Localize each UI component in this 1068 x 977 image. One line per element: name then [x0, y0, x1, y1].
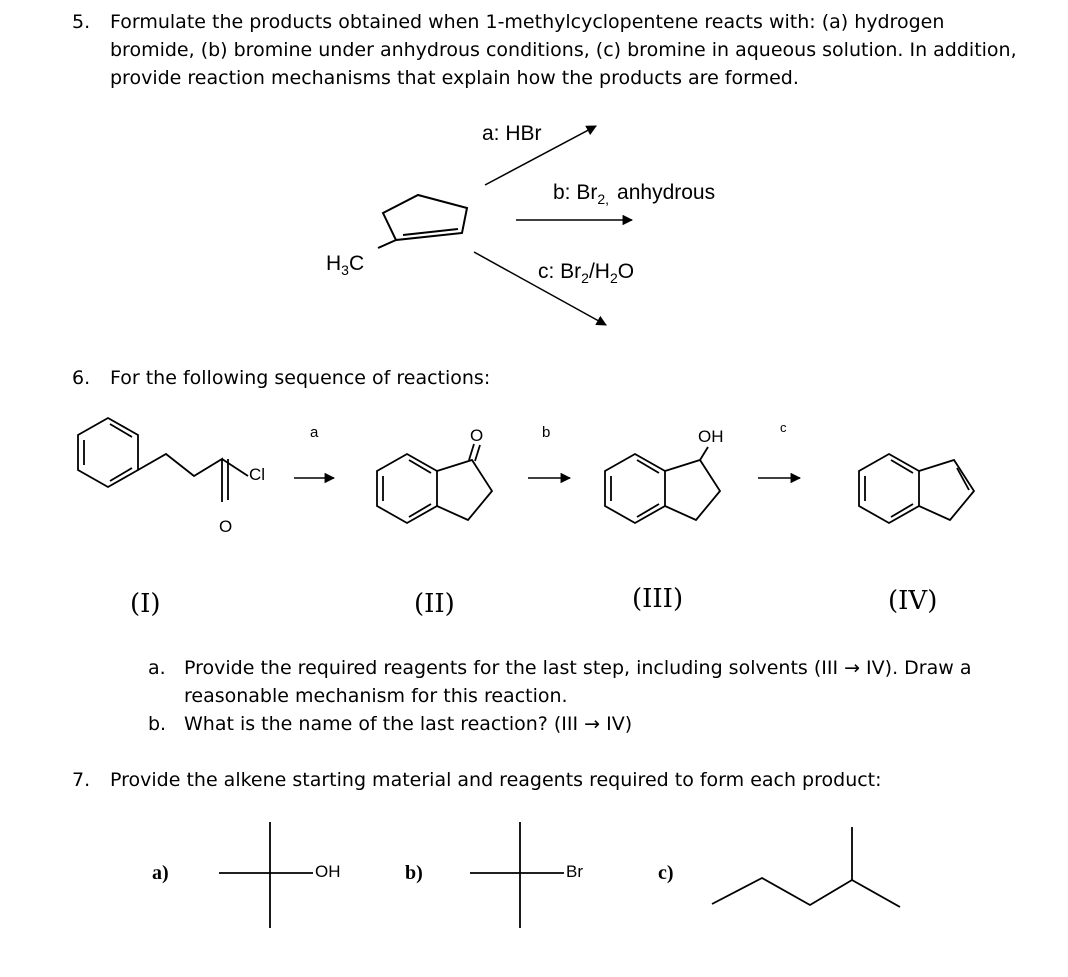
compound-1-cl-label: Cl: [249, 465, 266, 484]
compound-1-structure: [78, 418, 248, 502]
question-6b-letter: b.: [148, 713, 167, 735]
step-a-label: a: [310, 424, 319, 441]
question-5-number: 5.: [72, 11, 91, 33]
question-5-line-3: provide reaction mechanisms that explain how the products are formed.: [110, 67, 799, 89]
part-b-group: Br: [566, 862, 583, 881]
question-7-text: Provide the alkene starting material and reagents required to form each product:: [110, 769, 882, 791]
methyl-label: $H_3C$: [326, 252, 365, 278]
compound-3-five-ring: [665, 460, 720, 520]
question-5-line-1: Formulate the products obtained when 1-methylcyclopentene reacts with: (a) hydrogen: [110, 11, 945, 33]
compound-label-4: (IV): [888, 586, 938, 616]
question-6-number: 6.: [72, 367, 91, 389]
compound-2-structure: [377, 444, 492, 523]
question-7-number: 7.: [72, 769, 91, 791]
part-b-letter: b): [405, 862, 423, 884]
question-6a-line-1: Provide the required reagents for the last step, including solvents (III → IV). Draw a: [184, 657, 972, 679]
step-b-label: b: [542, 424, 551, 441]
compound-2-o-label: O: [470, 426, 484, 445]
compound-3-structure: [605, 447, 720, 523]
compound-4-benzene: [859, 454, 919, 523]
compound-1-chain: [138, 454, 222, 502]
compound-3-benzene: [605, 454, 665, 523]
part-a-letter: a): [152, 862, 169, 884]
compound-4-five-ring: [919, 460, 974, 520]
question-6b-line-1: What is the name of the last reaction? (III → IV): [184, 713, 633, 735]
methylcyclopentene-structure: [378, 195, 467, 248]
question-6a-line-2: reasonable mechanism for this reaction.: [184, 685, 568, 707]
step-c-label: c: [780, 420, 787, 435]
compound-2-benzene: [377, 454, 437, 523]
compound-label-2: (II): [414, 589, 455, 619]
compound-1-benzene: [78, 418, 138, 487]
compound-4-structure: [859, 454, 974, 523]
question-6-text: For the following sequence of reactions:: [110, 367, 491, 389]
product-b-structure: [470, 822, 564, 928]
arrow-b-label: b: $Br_{2,}$ anhydrous: [553, 181, 716, 207]
compound-1-o-label: O: [219, 517, 233, 536]
question-6a-letter: a.: [148, 657, 166, 679]
compound-label-1: (I): [130, 589, 161, 619]
compound-3-oh-label: OH: [698, 427, 724, 446]
product-a-structure: [219, 822, 313, 928]
methyl-bond: [378, 240, 396, 248]
compound-2-five-ring: [437, 460, 492, 520]
part-c-letter: c): [658, 862, 674, 884]
arrow-c-label: c: $Br_2/H_2O$: [538, 260, 635, 286]
product-c-structure: [712, 827, 900, 907]
part-a-group: OH: [315, 862, 341, 881]
arrow-a-label: a: HBr: [482, 122, 542, 145]
question-5-line-2: bromide, (b) bromine under anhydrous conditions, (c) bromine in aqueous solution. In addition,: [110, 39, 1017, 61]
compound-label-3: (III): [632, 584, 684, 614]
